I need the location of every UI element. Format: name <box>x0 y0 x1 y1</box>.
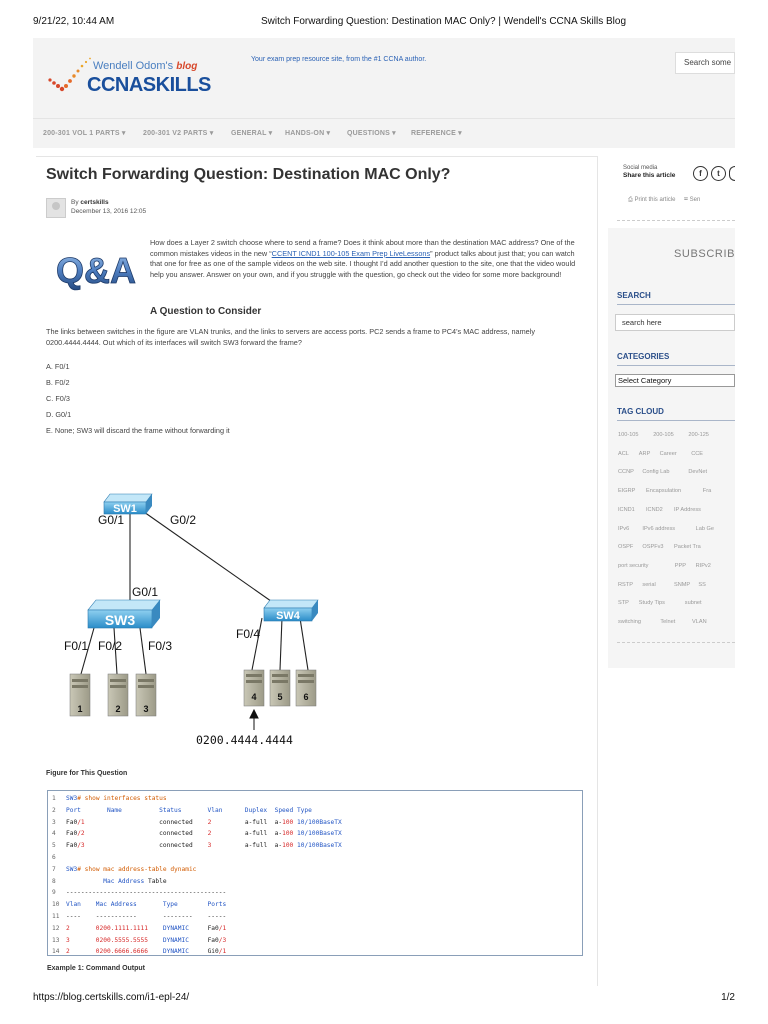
tag-link[interactable]: IPv6 <box>618 525 630 532</box>
svg-text:5: 5 <box>277 692 283 702</box>
code-line <box>52 876 582 888</box>
code-line-number: 12 <box>52 924 60 932</box>
network-diagram <box>60 478 360 748</box>
svg-text:3: 3 <box>143 704 149 714</box>
post-byline: By certskills December 13, 2016 12:05 <box>71 199 147 215</box>
code-line-number: 5 <box>52 842 56 850</box>
svg-text:2: 2 <box>115 704 121 714</box>
code-token: Fa0 <box>66 830 78 838</box>
code-line-number: 11 <box>52 912 60 920</box>
tag-link[interactable]: IP Address <box>674 506 701 513</box>
social-icon-partial[interactable] <box>729 166 735 181</box>
pc-5-icon <box>270 670 290 706</box>
option-b: B. F0/2 <box>46 378 70 387</box>
main-nav <box>33 118 735 148</box>
tag-link[interactable]: Career <box>659 450 677 457</box>
search-widget-rule <box>617 304 735 305</box>
tag-link[interactable]: PPP <box>674 562 686 569</box>
command-output-code <box>47 790 583 956</box>
tag-link[interactable]: CCE <box>691 450 703 457</box>
figure-caption: Figure for This Question <box>46 770 128 777</box>
code-token: 3 0200.5555.5555 <box>66 936 148 944</box>
code-line <box>52 946 582 958</box>
code-line <box>52 887 582 899</box>
tag-link[interactable]: Telnet <box>660 619 676 625</box>
code-line-number: 1 <box>52 795 56 802</box>
tag-link[interactable]: OSPFv3 <box>642 544 664 551</box>
code-token: 3 <box>207 842 212 850</box>
label-sw3-g01: G0/1 <box>132 585 159 599</box>
code-line-number: 14 <box>52 948 60 956</box>
section-heading: A Question to Consider <box>150 306 262 317</box>
code-token: Gi0 <box>188 948 219 956</box>
label-sw3-f03: F0/3 <box>148 639 173 653</box>
code-line <box>52 864 582 876</box>
code-line <box>52 828 582 840</box>
code-line-number: 10 <box>52 901 60 909</box>
tag-link[interactable]: SNMP <box>674 581 691 588</box>
tag-link[interactable]: EIGRP <box>618 488 636 495</box>
label-sw4-f04: F0/4 <box>236 627 261 641</box>
qa-logo-image <box>50 248 142 292</box>
code-token: connected <box>84 842 208 850</box>
pc-4-icon <box>244 670 264 706</box>
author-avatar <box>46 198 66 218</box>
code-token: 2 0200.6666.6666 <box>66 948 148 956</box>
code-token: 100 <box>282 830 294 838</box>
code-token: Fa0 <box>66 842 78 850</box>
print-datetime: 9/21/22, 10:44 AM <box>33 16 115 27</box>
tag-link[interactable]: port security <box>618 562 649 569</box>
code-token: 2 <box>207 818 212 826</box>
pc-servers <box>70 670 316 716</box>
code-token: Port Name Status Vlan Duplex Speed Type <box>66 806 312 814</box>
sw4-label: SW4 <box>276 610 300 622</box>
code-line <box>52 852 582 864</box>
code-token: 10/100BaseTX <box>293 842 342 850</box>
nav-item-hands-on[interactable]: HANDS-ON ▾ <box>285 130 331 137</box>
code-token: Vlan Mac Address Type Ports <box>66 901 227 909</box>
code-line-number: 3 <box>52 818 56 826</box>
code-token: /1 <box>77 818 85 826</box>
tag-link[interactable]: SS <box>698 581 706 588</box>
tag-link[interactable]: RIPv2 <box>695 562 711 569</box>
code-token: /1 <box>218 948 227 956</box>
logo-main-text: CCNASKILLS <box>87 74 211 96</box>
mac-address-label: 0200.4444.4444 <box>196 733 293 747</box>
code-token: # show interfaces status <box>77 795 167 802</box>
tag-link[interactable]: Fra <box>702 488 712 495</box>
svg-text:Q&A: Q&A <box>56 250 136 291</box>
sidebar-search-input[interactable]: search here <box>615 314 735 331</box>
code-line-number: 4 <box>52 830 56 838</box>
nav-item-general[interactable]: GENERAL ▾ <box>231 130 273 137</box>
tag-cloud-heading: TAG CLOUD <box>617 407 664 416</box>
tag-link[interactable]: 100-105 <box>618 432 639 438</box>
label-sw1-g01: G0/1 <box>98 513 125 527</box>
code-token <box>66 878 103 885</box>
switch-sw3-icon <box>88 600 160 628</box>
label-sw3-f02: F0/2 <box>98 639 123 653</box>
tag-cloud-rule <box>617 420 735 421</box>
code-token: 2 <box>207 830 212 838</box>
code-line <box>52 911 582 923</box>
site-header <box>33 38 735 118</box>
tag-link[interactable]: Packet Tra <box>674 544 701 551</box>
code-token: Mac Address <box>103 877 145 885</box>
sidebar-divider <box>597 156 598 986</box>
tag-link[interactable]: ARP <box>638 450 651 457</box>
code-token: Fa0 <box>66 818 78 826</box>
code-line <box>52 935 582 947</box>
tag-link[interactable]: serial <box>642 581 656 588</box>
nav-item-vol2[interactable]: 200-301 V2 PARTS ▾ <box>143 130 214 137</box>
code-token: Table <box>144 877 167 885</box>
tag-link[interactable]: switching <box>618 619 642 625</box>
tag-link[interactable]: Lab Ge <box>695 525 714 532</box>
content-top-rule <box>36 156 597 157</box>
tag-link[interactable]: Config Lab <box>642 469 670 476</box>
categories-rule <box>617 365 735 366</box>
tag-link[interactable]: ACL <box>618 450 629 457</box>
question-paragraph: The links between switches in the figure are VLAN trunks, and the links to servers are access ports. PC2 sends a frame to PC4’s MAC address, namely 0200.4444.4444. Out which of its interfaces will switch SW3 forward the frame? <box>46 327 535 347</box>
svg-text:6: 6 <box>303 692 309 702</box>
example-caption: Example 1: Command Output <box>47 965 146 972</box>
tag-link[interactable]: ICND1 <box>618 506 635 513</box>
switch-sw4-icon <box>264 600 318 622</box>
facebook-icon[interactable]: f <box>693 166 708 181</box>
pc-2-icon <box>108 674 128 716</box>
code-token: ------------------------------------------- <box>66 889 227 897</box>
code-line <box>52 805 582 817</box>
nav-item-vol1[interactable]: 200-301 VOL 1 PARTS ▾ <box>43 130 126 137</box>
code-line-number: 13 <box>52 936 60 944</box>
code-token: # show mac address-table dynamic <box>77 865 197 873</box>
tag-link[interactable]: ICND2 <box>646 506 663 513</box>
author-link[interactable]: certskills <box>80 199 109 206</box>
tag-link[interactable]: OSPF <box>618 544 634 551</box>
tag-link[interactable]: RSTP <box>618 581 633 588</box>
code-line <box>52 793 582 805</box>
intro-paragraph: How does a Layer 2 switch choose where to send a frame? Does it think about more than the destination MAC address? One of the common mistakes videos in the new “CCENT ICND1 100-105 Exam Prep LiveLessons” product talks about just that; you can watch that one for free as one of the sample videos on the web site. I thought I’d add another question to the site, one that the video would help you answer. Answer on your own, and if you struggle with the question, go check out the video for some more background! <box>150 238 576 279</box>
answer-options <box>46 362 230 442</box>
code-token: connected <box>84 830 208 838</box>
code-token: ---- ----------- -------- ----- <box>66 912 227 920</box>
post-title: Switch Forwarding Question: Destination MAC Only? <box>46 166 451 183</box>
subscribe-heading[interactable]: SUBSCRIB <box>674 248 736 260</box>
code-token: 10/100BaseTX <box>293 818 342 826</box>
label-sw1-g02: G0/2 <box>170 513 197 527</box>
send-article-link[interactable]: ✉ Sen <box>683 197 701 203</box>
code-token: 100 <box>282 818 294 826</box>
print-article-link[interactable]: ⎙ Print this article ✉ Sen <box>628 197 701 203</box>
code-token: /2 <box>77 830 85 838</box>
tag-link[interactable]: CCNP <box>618 469 634 476</box>
code-token: a-full a- <box>211 842 283 850</box>
code-line-number: 7 <box>52 865 56 873</box>
code-line-number: 2 <box>52 806 56 814</box>
print-url: https://blog.certskills.com/i1-epl-24/ <box>33 992 190 1003</box>
option-a: A. F0/1 <box>46 362 70 371</box>
nav-item-questions[interactable]: QUESTIONS ▾ <box>347 130 396 137</box>
code-token: /1 <box>218 924 227 932</box>
code-token: 2 0200.1111.1111 <box>66 924 148 932</box>
switch-sw1-icon <box>104 494 152 515</box>
category-select[interactable]: Select Category <box>615 374 735 387</box>
code-token: /3 <box>77 842 85 850</box>
code-token: SW3 <box>66 865 78 873</box>
option-d: D. G0/1 <box>46 410 72 419</box>
code-token: Fa0 <box>188 924 219 932</box>
code-line <box>52 923 582 935</box>
print-page-number: 1/2 <box>721 992 735 1003</box>
svg-text:1: 1 <box>77 704 83 714</box>
code-token: SW3 <box>66 795 78 802</box>
site-tagline: Your exam prep resource site, from the #1 CCNA author. <box>251 56 427 63</box>
code-token: 10/100BaseTX <box>293 830 342 838</box>
code-token: connected <box>84 818 208 826</box>
code-token: a-full a- <box>211 818 283 826</box>
pc-1-icon <box>70 674 90 716</box>
tag-link[interactable]: 200-125 <box>688 432 709 438</box>
pc-3-icon <box>136 674 156 716</box>
tag-link[interactable]: Encapsulation <box>646 488 682 495</box>
sw1-label: SW1 <box>113 503 137 515</box>
search-widget-heading: SEARCH <box>617 291 651 300</box>
code-token: DYNAMIC <box>147 924 189 932</box>
svg-text:4: 4 <box>251 692 257 702</box>
code-token: 100 <box>282 842 294 850</box>
logo-top-text: Wendell Odom's blog <box>93 60 198 72</box>
pc-6-icon <box>296 670 316 706</box>
code-line-number: 9 <box>52 889 56 897</box>
code-token: Fa0 <box>188 936 219 944</box>
code-line <box>52 840 582 852</box>
site-logo[interactable] <box>47 52 247 112</box>
arrow-up-icon <box>250 710 258 730</box>
tag-cloud-end-rule <box>617 642 735 643</box>
tag-link[interactable]: DevNet <box>688 469 708 476</box>
tag-link[interactable]: subnet <box>684 600 702 607</box>
print-header <box>33 16 735 30</box>
code-token: DYNAMIC <box>147 948 189 956</box>
code-token: /3 <box>218 936 227 944</box>
print-page-title: Switch Forwarding Question: Destination MAC Only? | Wendell's CCNA Skills Blog <box>261 16 627 27</box>
label-sw3-f01: F0/1 <box>64 639 89 653</box>
tag-link[interactable]: VLAN <box>692 619 707 625</box>
code-line-number: 8 <box>52 877 56 885</box>
categories-heading: CATEGORIES <box>617 352 670 361</box>
sw3-label: SW3 <box>104 612 136 628</box>
code-line <box>52 899 582 911</box>
share-separator <box>617 220 735 221</box>
option-c: C. F0/3 <box>46 394 70 403</box>
liveLessons-link[interactable]: CCENT ICND1 100-105 Exam Prep LiveLessons <box>271 248 431 258</box>
post-date: December 13, 2016 12:05 <box>71 208 147 215</box>
code-token: DYNAMIC <box>147 936 189 944</box>
tag-link[interactable]: IPv6 address <box>642 525 676 532</box>
code-line-number: 6 <box>52 853 56 861</box>
tag-link[interactable]: STP <box>618 600 629 607</box>
nav-item-reference[interactable]: REFERENCE ▾ <box>411 130 462 137</box>
code-token: a-full a- <box>211 830 283 838</box>
tag-link[interactable]: Study Tips <box>638 600 665 607</box>
option-e: E. None; SW3 will discard the frame without forwarding it <box>46 426 230 435</box>
site-search-input[interactable]: Search some <box>675 52 735 74</box>
tag-link[interactable]: 200-105 <box>653 432 674 438</box>
twitter-icon[interactable]: t <box>711 166 726 181</box>
code-line <box>52 817 582 829</box>
social-media-label: Social media Share this article <box>623 165 676 179</box>
